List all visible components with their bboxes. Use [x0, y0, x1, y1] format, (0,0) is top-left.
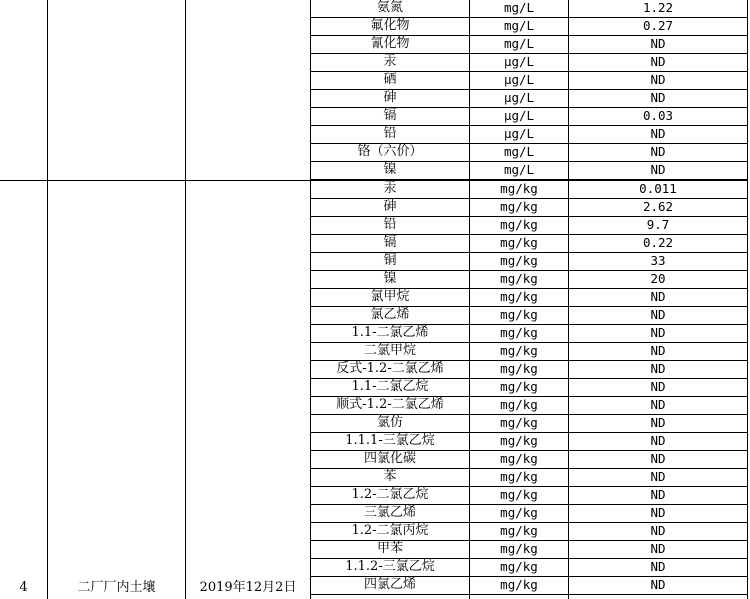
column-border	[47, 0, 48, 599]
unit-cell: mg/kg	[500, 577, 538, 592]
value-cell: ND	[650, 126, 666, 141]
unit-cell: μg/L	[503, 108, 535, 123]
unit-cell: mg/kg	[500, 487, 538, 502]
row-border	[310, 594, 748, 595]
value-cell: ND	[650, 90, 666, 105]
value-cell: ND	[650, 289, 666, 304]
value-cell: ND	[650, 469, 666, 484]
unit-cell: mg/kg	[500, 397, 538, 412]
item-cell: 砷	[383, 199, 397, 214]
value-cell: ND	[650, 523, 666, 538]
value-cell: 1.22	[642, 0, 674, 15]
item-cell: 四氯乙烯	[363, 577, 416, 592]
unit-cell: μg/L	[503, 90, 535, 105]
unit-cell: mg/kg	[500, 451, 538, 466]
item-cell: 氯甲烷	[370, 289, 410, 304]
item-cell: 氟化物	[370, 18, 410, 33]
value-cell: 20	[650, 271, 666, 286]
column-border	[185, 0, 186, 599]
sample-date: 2019年12月2日	[199, 580, 297, 595]
item-cell: 硒	[383, 72, 397, 87]
item-cell: 1.1.1-三氯乙烷	[345, 433, 435, 448]
item-cell: 氯仿	[376, 415, 403, 430]
value-cell: ND	[650, 54, 666, 69]
value-cell: ND	[650, 433, 666, 448]
sample-seq: 4	[19, 580, 28, 595]
item-cell: 镉	[383, 235, 397, 250]
value-cell: ND	[650, 487, 666, 502]
value-cell: 9.7	[646, 217, 670, 232]
value-cell: ND	[650, 505, 666, 520]
unit-cell: mg/kg	[500, 343, 538, 358]
value-cell: ND	[650, 325, 666, 340]
unit-cell: mg/kg	[500, 415, 538, 430]
item-cell: 氯乙烯	[370, 307, 410, 322]
sample-name: 二厂厂内土壤	[77, 580, 156, 595]
value-cell: ND	[650, 397, 666, 412]
item-cell: 1.1-二氯乙烯	[351, 325, 429, 340]
item-cell: 1.2-二氯丙烷	[351, 523, 429, 538]
value-cell: ND	[650, 559, 666, 574]
unit-cell: mg/L	[503, 0, 535, 15]
item-cell: 顺式-1.2-二氯乙烯	[336, 397, 444, 412]
item-cell: 氰化物	[370, 36, 410, 51]
item-cell: 铜	[383, 253, 397, 268]
item-cell: 镉	[383, 108, 397, 123]
item-cell: 四氯化碳	[363, 451, 416, 466]
unit-cell: mg/kg	[500, 559, 538, 574]
value-cell: ND	[650, 144, 666, 159]
unit-cell: mg/L	[503, 36, 535, 51]
item-cell: 二氯甲烷	[363, 343, 416, 358]
value-cell: ND	[650, 361, 666, 376]
value-cell: ND	[650, 343, 666, 358]
value-cell: ND	[650, 541, 666, 556]
unit-cell: mg/kg	[500, 541, 538, 556]
value-cell: ND	[650, 72, 666, 87]
unit-cell: mg/kg	[500, 199, 538, 214]
unit-cell: mg/kg	[500, 235, 538, 250]
item-cell: 反式-1.2-二氯乙烯	[336, 361, 444, 376]
item-cell: 1.1-二氯乙烷	[351, 379, 429, 394]
unit-cell: μg/L	[503, 54, 535, 69]
item-cell: 砷	[383, 90, 397, 105]
value-cell: 0.03	[642, 108, 674, 123]
item-cell: 汞	[383, 54, 397, 69]
item-cell: 甲苯	[376, 541, 403, 556]
unit-cell: mg/kg	[500, 505, 538, 520]
unit-cell: mg/kg	[500, 289, 538, 304]
item-cell: 苯	[383, 469, 397, 484]
unit-cell: μg/L	[503, 126, 535, 141]
unit-cell: mg/kg	[500, 253, 538, 268]
item-cell: 铅	[383, 126, 397, 141]
unit-cell: mg/kg	[500, 181, 538, 196]
value-cell: 33	[650, 253, 666, 268]
value-cell: ND	[650, 451, 666, 466]
value-cell: ND	[650, 577, 666, 592]
value-cell: ND	[650, 162, 666, 177]
item-cell: 1.1.2-三氯乙烷	[345, 559, 435, 574]
value-cell: ND	[650, 415, 666, 430]
value-cell: ND	[650, 379, 666, 394]
unit-cell: mg/kg	[500, 361, 538, 376]
unit-cell: mg/kg	[500, 379, 538, 394]
value-cell: ND	[650, 36, 666, 51]
unit-cell: μg/L	[503, 72, 535, 87]
unit-cell: mg/kg	[500, 307, 538, 322]
item-cell: 1.2-二氯乙烷	[351, 487, 429, 502]
unit-cell: mg/kg	[500, 271, 538, 286]
unit-cell: mg/kg	[500, 433, 538, 448]
value-cell: 0.011	[639, 181, 677, 196]
item-cell: 氨氮	[376, 0, 403, 15]
item-cell: 铬（六价）	[357, 144, 423, 159]
unit-cell: mg/kg	[500, 523, 538, 538]
unit-cell: mg/kg	[500, 325, 538, 340]
unit-cell: mg/kg	[500, 469, 538, 484]
unit-cell: mg/L	[503, 18, 535, 33]
value-cell: 0.22	[642, 235, 674, 250]
unit-cell: mg/kg	[500, 217, 538, 232]
item-cell: 铅	[383, 217, 397, 232]
value-cell: ND	[650, 307, 666, 322]
value-cell: 0.27	[642, 18, 674, 33]
item-cell: 汞	[383, 181, 397, 196]
unit-cell: mg/L	[503, 162, 535, 177]
item-cell: 镍	[383, 162, 397, 177]
value-cell: 2.62	[642, 199, 674, 214]
item-cell: 镍	[383, 271, 397, 286]
item-cell: 三氯乙烯	[363, 505, 416, 520]
unit-cell: mg/L	[503, 144, 535, 159]
